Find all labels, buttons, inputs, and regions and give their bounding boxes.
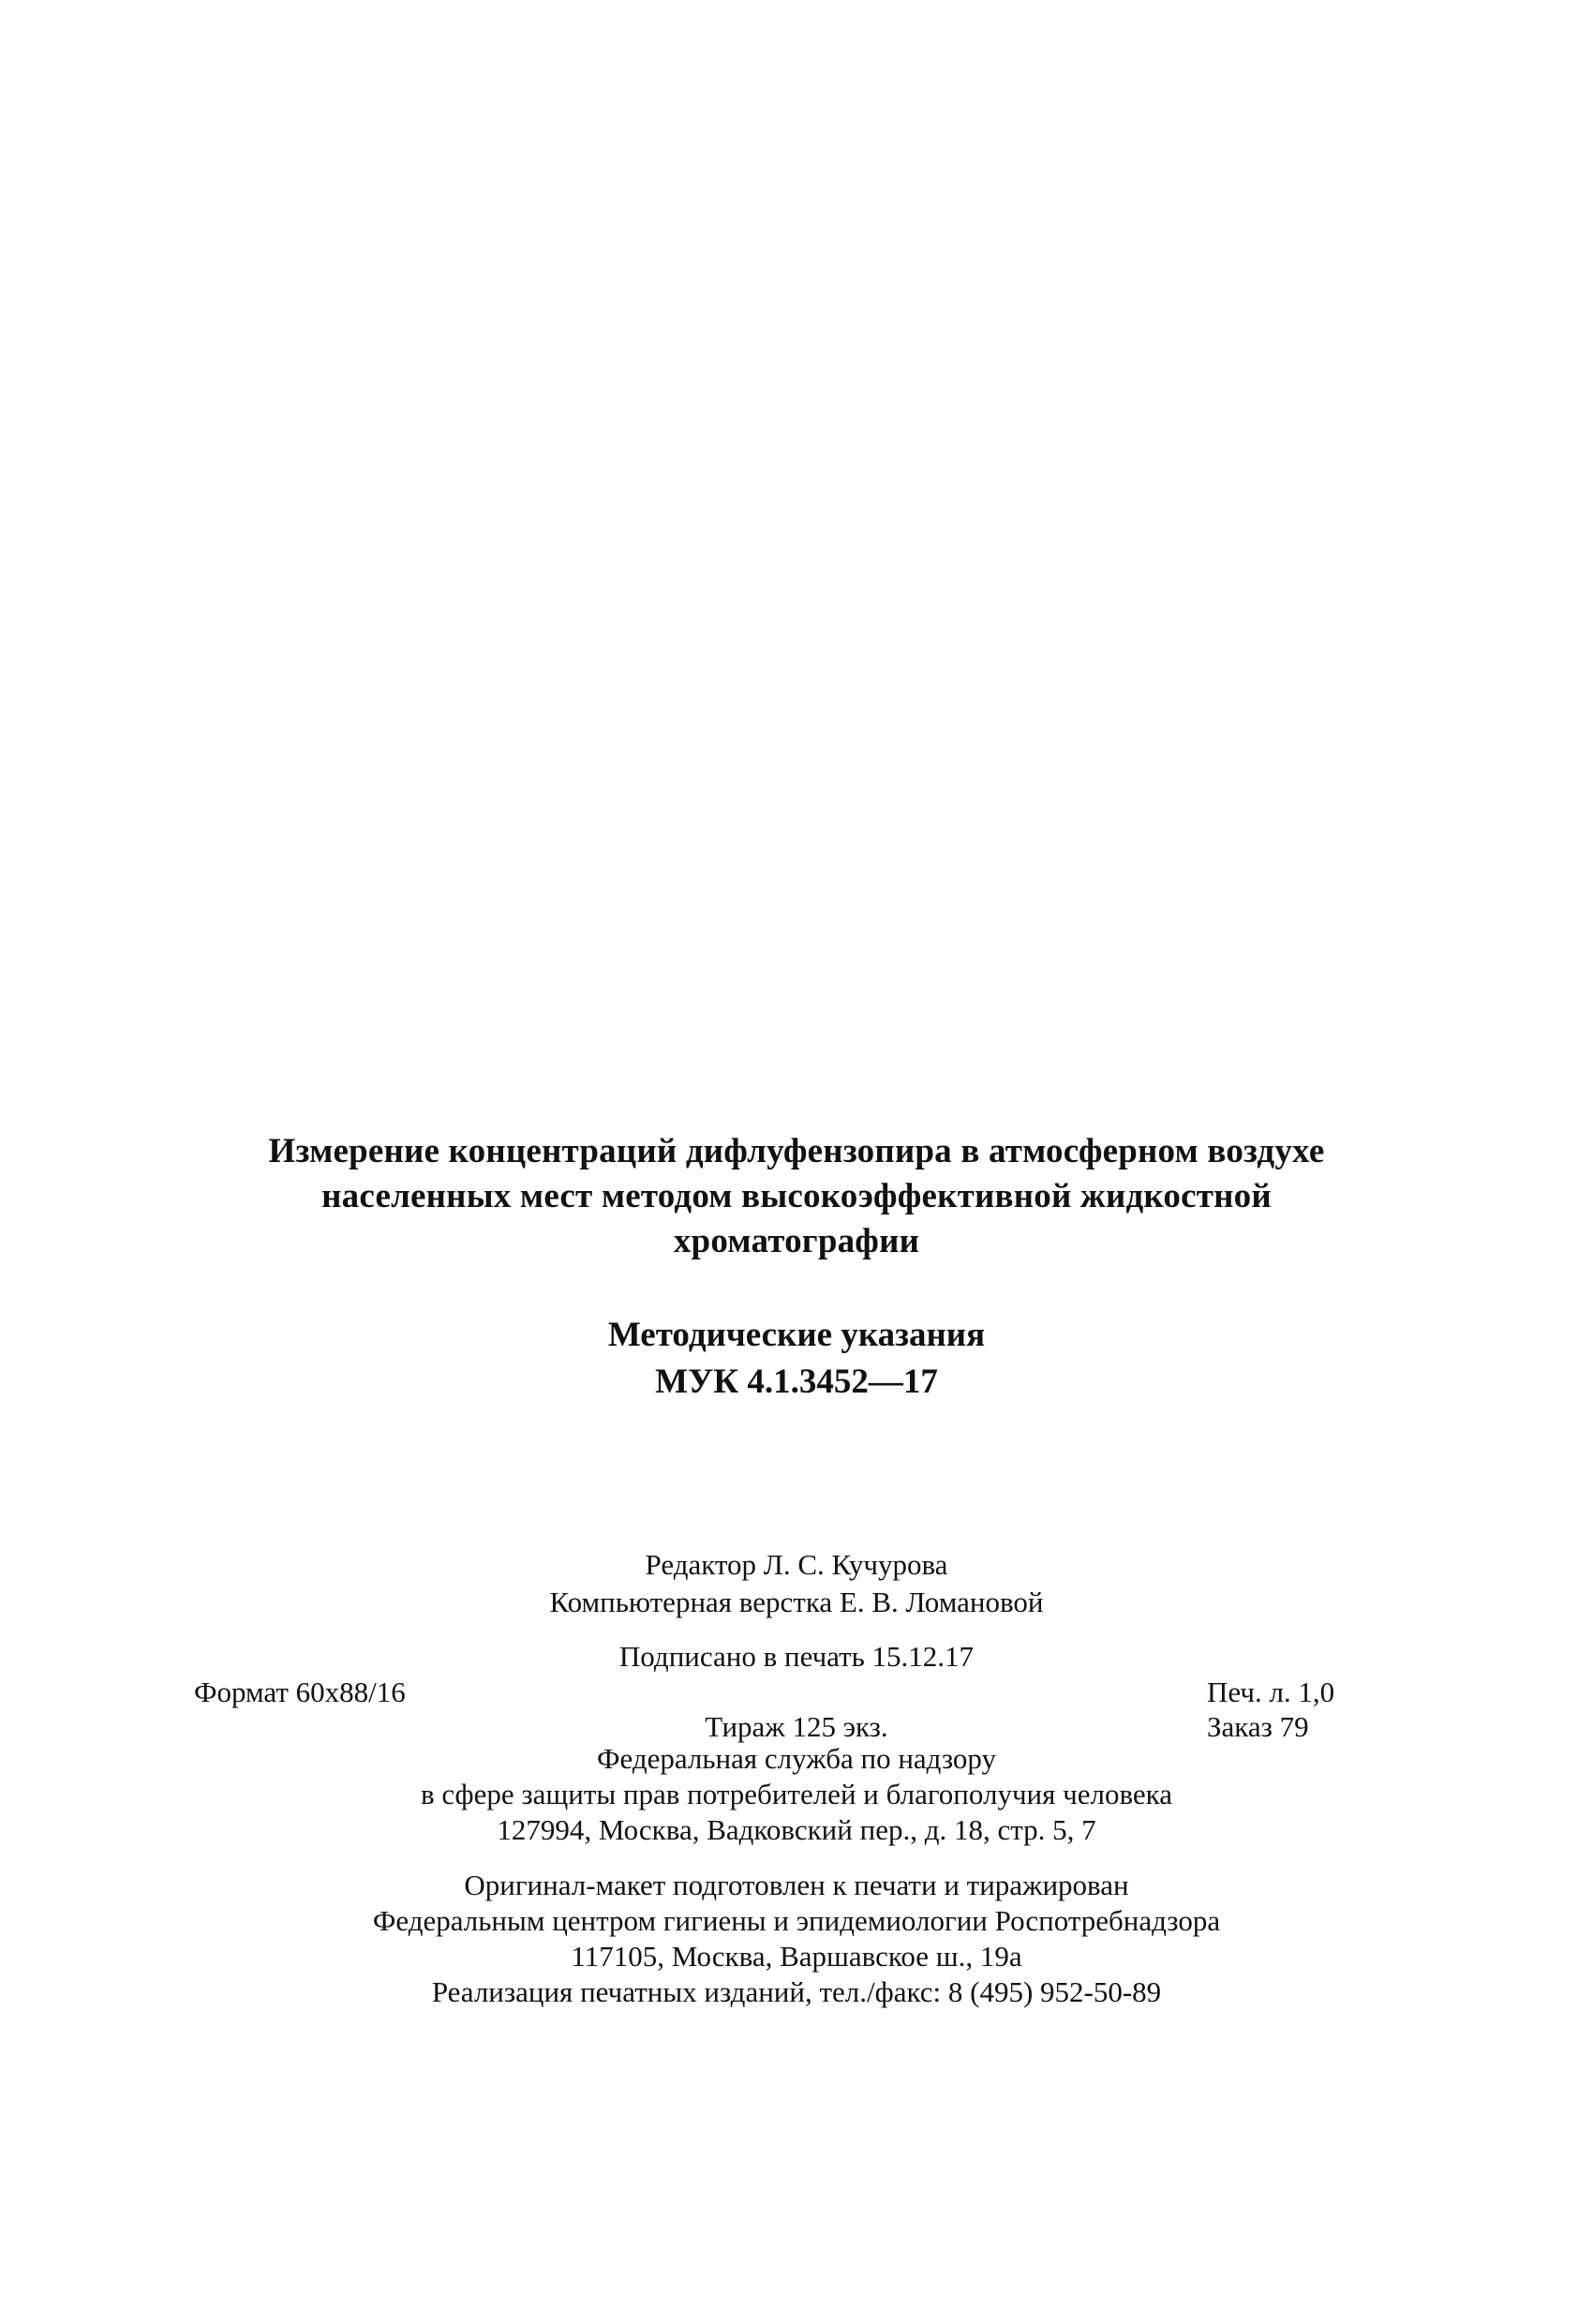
- document-title: [141, 1129, 1452, 1264]
- document-code: МУК 4.1.3452—17: [655, 1363, 938, 1401]
- publisher-line-2: в сфере защиты прав потребителей и благополучия человека: [420, 1778, 1173, 1810]
- format-line: Формат 60х88/16: [194, 1676, 406, 1708]
- printer-line-1: Оригинал-макет подготовлен к печати и тиражирован: [464, 1869, 1129, 1901]
- printer-line-4: Реализация печатных изданий, тел./факс: 8 (495) 952-50-89: [431, 1975, 1162, 2008]
- publisher-line-1: Федеральная служба по надзору: [597, 1742, 996, 1775]
- publisher-block: [141, 1741, 1452, 1848]
- title-line-1: Измерение концентраций дифлуфензопира в атмосферном воздухе: [268, 1132, 1325, 1170]
- title-line-2: населенных мест методом высокоэффективной жидкостной: [321, 1177, 1272, 1215]
- printer-line-2: Федеральным центром гигиены и эпидемиологии Роспотребнадзора: [372, 1904, 1221, 1937]
- credits-block: [141, 1546, 1452, 1621]
- printer-block: [141, 1868, 1452, 2010]
- printer-line-3: 117105, Москва, Варшавское ш., 19а: [571, 1940, 1022, 1973]
- publisher-line-3: 127994, Москва, Вадковский пер., д. 18, стр. 5, 7: [497, 1813, 1096, 1846]
- order-line: Заказ 79: [1207, 1710, 1309, 1743]
- title-line-3: хроматографии: [673, 1222, 920, 1260]
- document-type-block: [141, 1312, 1452, 1406]
- circulation-line: Тираж 125 экз.: [705, 1710, 888, 1743]
- sheets-line: Печ. л. 1,0: [1207, 1676, 1335, 1708]
- editor-line: Редактор Л. С. Кучурова: [645, 1548, 948, 1581]
- layout-line: Компьютерная верстка Е. В. Ломановой: [549, 1586, 1044, 1618]
- document-type: Методические указания: [607, 1316, 986, 1354]
- signed-line: Подписано в печать 15.12.17: [618, 1640, 975, 1673]
